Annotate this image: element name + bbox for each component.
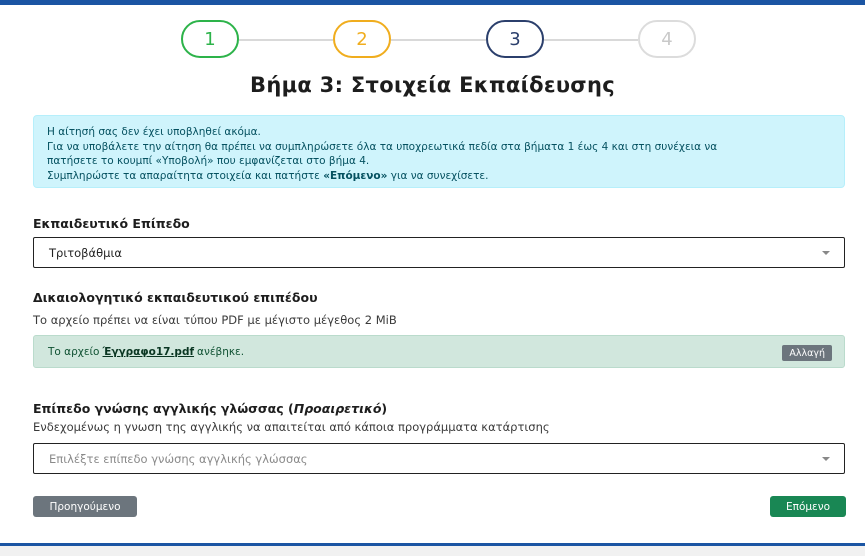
english-level-select[interactable] bbox=[33, 443, 845, 474]
step-2-indicator[interactable]: 2 bbox=[333, 20, 391, 58]
step-1-indicator[interactable]: 1 bbox=[181, 20, 239, 58]
next-button[interactable]: Επόμενο bbox=[770, 496, 846, 517]
info-text: για να συνεχίσετε. bbox=[387, 169, 489, 182]
chevron-down-icon bbox=[822, 457, 830, 461]
step-4-indicator: 4 bbox=[638, 20, 696, 58]
optional-tag: Προαιρετικό bbox=[293, 401, 382, 416]
info-text: Συμπληρώστε τα απαραίτητα στοιχεία και πατήστε bbox=[47, 169, 324, 182]
uploaded-file-link[interactable]: Έγγραφο17.pdf bbox=[102, 345, 195, 358]
info-line: Η αίτησή σας δεν έχει υποβληθεί ακόμα. bbox=[47, 126, 261, 138]
top-accent-bar bbox=[0, 0, 865, 5]
english-level-placeholder: Επιλέξτε επίπεδο γνώσης αγγλικής γλώσσας bbox=[49, 451, 308, 466]
upload-status-prefix: Το αρχείο bbox=[48, 345, 100, 358]
page-title: Βήμα 3: Στοιχεία Εκπαίδευσης bbox=[250, 73, 615, 97]
footer-bar bbox=[0, 543, 865, 556]
upload-status-suffix: ανέβηκε. bbox=[197, 345, 245, 358]
stepper-connector bbox=[544, 39, 638, 41]
info-next-emphasis: «Επόμενο» bbox=[323, 169, 388, 182]
upload-status-alert bbox=[33, 335, 845, 368]
info-line: πατήσετε το κουμπί «Υποβολή» που εμφανίζεται στο βήμα 4. bbox=[47, 155, 370, 167]
english-level-help-text: Ενδεχομένως η γνωση της αγγλικής να απαιτείται από κάποια προγράμματα κατάρτισης bbox=[33, 420, 550, 434]
education-level-label: Εκπαιδευτικό Επίπεδο bbox=[33, 216, 190, 231]
previous-button[interactable]: Προηγούμενο bbox=[33, 496, 137, 517]
change-file-button[interactable]: Αλλαγή bbox=[782, 345, 832, 361]
info-line: Για να υποβάλετε την αίτηση θα πρέπει να συμπληρώσετε όλα τα υποχρεωτικά πεδία στα βήματα 1 έως 4 και στη συνέχεια να bbox=[47, 140, 718, 153]
stepper-connector bbox=[239, 39, 333, 41]
chevron-down-icon bbox=[822, 251, 830, 255]
education-level-value: Τριτοβάθμια bbox=[49, 245, 122, 260]
info-line bbox=[47, 169, 831, 184]
document-help-text: Το αρχείο πρέπει να είναι τύπου PDF με μέγιστο μέγεθος 2 MiB bbox=[33, 313, 397, 327]
stepper-connector bbox=[391, 39, 486, 41]
english-level-label: Επίπεδο γνώσης αγγλικής γλώσσας (Προαιρετικό) bbox=[33, 401, 388, 416]
info-alert bbox=[33, 115, 845, 188]
english-level-label-text: Επίπεδο γνώσης αγγλικής γλώσσας bbox=[33, 401, 284, 416]
step-3-indicator[interactable]: 3 bbox=[486, 20, 544, 58]
document-label: Δικαιολογητικό εκπαιδευτικού επιπέδου bbox=[33, 290, 318, 305]
education-level-select[interactable] bbox=[33, 237, 845, 268]
